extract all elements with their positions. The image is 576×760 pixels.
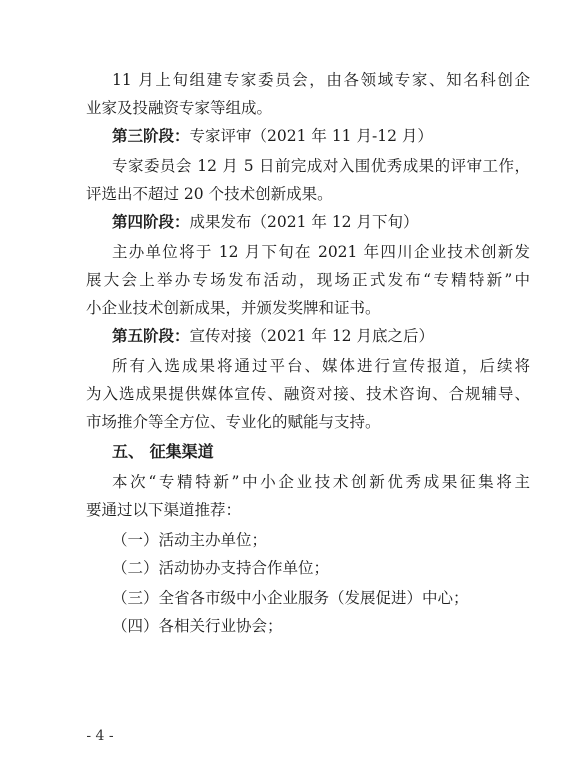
list-item: （四）各相关行业协会； (112, 617, 283, 635)
paragraph-line: 主办单位将于 12 月下旬在 2021 年四川企业技术创新发 (112, 243, 530, 261)
paragraph-line: 所有入选成果将通过平台、媒体进行宣传报道，后续将 (112, 357, 530, 375)
stage-4-heading (112, 212, 418, 232)
paragraph-line: 小企业技术创新成果，并颁发奖牌和证书。 (86, 299, 381, 317)
section-heading: 五、 征集渠道 (112, 442, 214, 461)
list-item: （三）全省各市级中小企业服务（发展促进）中心； (112, 589, 469, 607)
paragraph-line: 11 月上旬组建专家委员会，由各领域专家、知名科创企 (112, 71, 530, 89)
stage-text: 宣传对接（2021 年 12 月底之后） (189, 327, 434, 345)
paragraph-line: 业家及投融资专家等组成。 (86, 99, 273, 117)
stage-label: 第三阶段： (112, 126, 190, 145)
stage-text: 专家评审（2021 年 11 月-12 月） (189, 127, 433, 145)
list-item: （二）活动协办支持合作单位； (112, 559, 330, 577)
list-item: （一）活动主办单位； (112, 531, 268, 549)
stage-3-heading (112, 126, 433, 146)
paragraph-line: 展大会上举办专场发布活动，现场正式发布“专精特新”中 (86, 271, 530, 289)
paragraph-line: 要通过以下渠道推荐： (86, 501, 242, 519)
page-number: - 4 - (86, 728, 114, 744)
stage-5-heading (112, 326, 434, 346)
paragraph-line: 为入选成果提供媒体宣传、融资对接、技术咨询、合规辅导、 (86, 385, 530, 403)
stage-text: 成果发布（2021 年 12 月下旬） (189, 213, 419, 231)
stage-label: 第五阶段： (112, 326, 190, 345)
paragraph-line: 本次“专精特新”中小企业技术创新优秀成果征集将主 (112, 473, 530, 491)
stage-label: 第四阶段： (112, 212, 190, 231)
paragraph-line: 市场推介等全方位、专业化的赋能与支持。 (86, 413, 381, 431)
paragraph-line: 专家委员会 12 月 5 日前完成对入围优秀成果的评审工作， (112, 157, 530, 175)
paragraph-line: 评选出不超过 20 个技术创新成果。 (86, 185, 333, 203)
